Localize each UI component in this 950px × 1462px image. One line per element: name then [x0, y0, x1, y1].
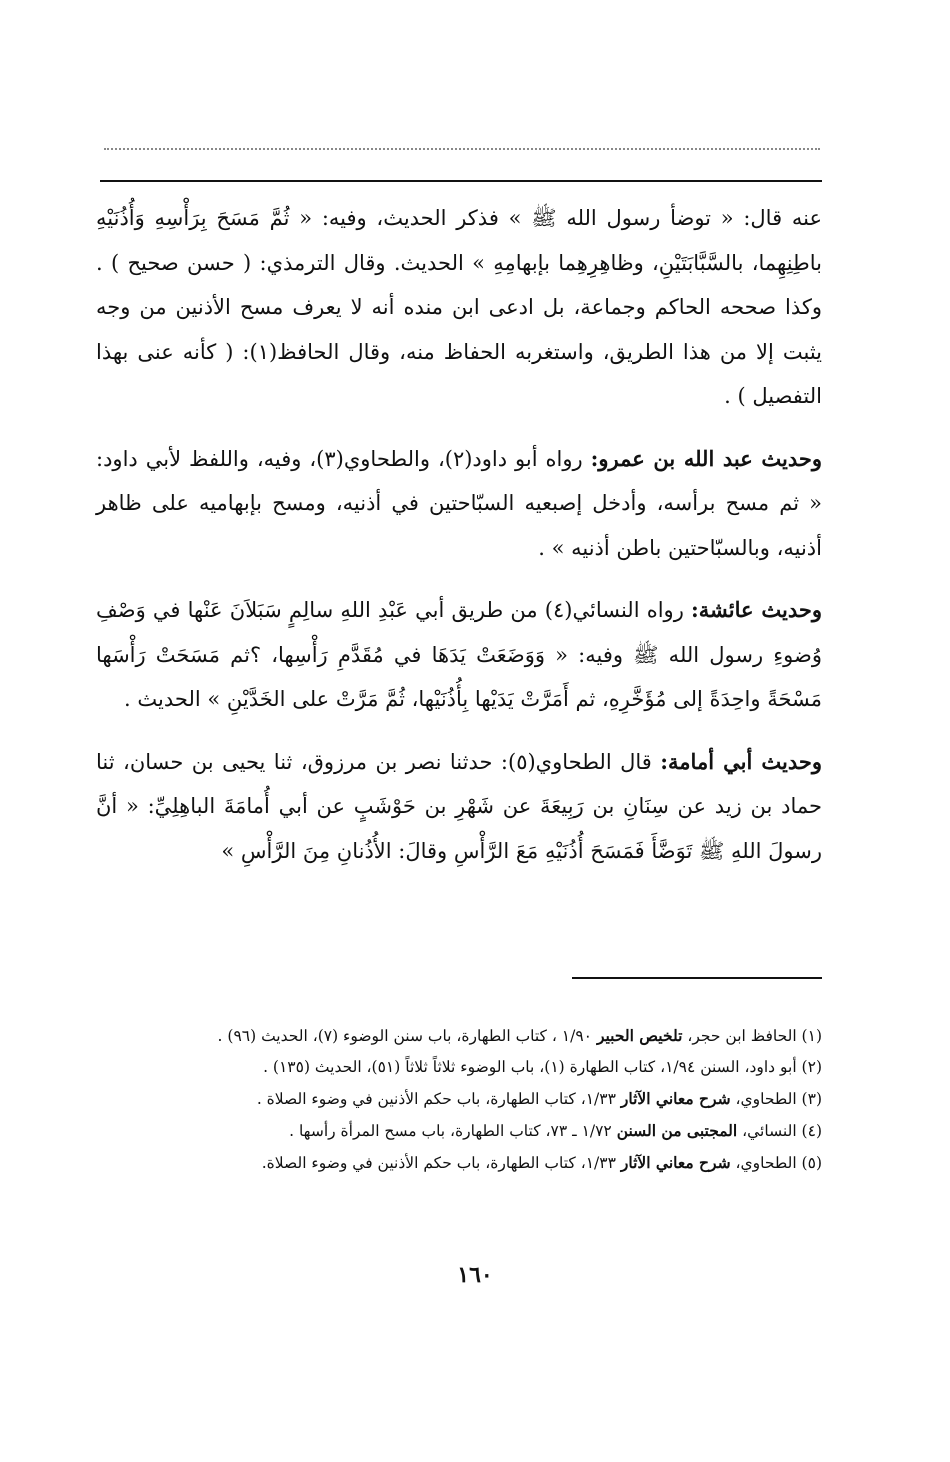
footnote-5: (٥) الطحاوي، شرح معاني الآثار ١/٣٣، كتاب الطهارة، باب حكم الأذنين في وضوء الصلاة. [261, 1153, 822, 1172]
main-text [96, 196, 822, 873]
paragraph-lead: وحديث عائشة: [691, 597, 822, 622]
header-rule [100, 180, 822, 182]
footnote-3: (٣) الطحاوي، شرح معاني الآثار ١/٣٣، كتاب الطهارة، باب حكم الأذنين في وضوء الصلاة . [256, 1089, 822, 1108]
paragraph-4 [96, 740, 822, 874]
paragraph-body: رواه أبو داود(٢)، والطحاوي(٣)، وفيه، واللفظ لأبي داود: « ثم مسح برأسه، وأدخل إصبعيه السبّاحتين في أذنيه، ومسح بإبهاميه على ظاهر أذنيه، وبالسبّاحتين باطن أذنيه » . [96, 446, 822, 560]
header-dotted-line [104, 148, 820, 150]
footnote-4: (٤) النسائي، المجتبى من السنن ١/٧٢ ـ ٧٣، كتاب الطهارة، باب مسح المرأة رأسها . [289, 1121, 822, 1140]
paragraph-body: عنه قال: « توضأ رسول الله ﷺ » فذكر الحديث، وفيه: « ثُمَّ مَسَحَ بِرَأْسِهِ وَأُذُنَيْهِ باطِنِهِما، بالسَّبَّابَتَيْنِ، وظاهِرِهِما بإبهامِهِ » الحديث. وقال الترمذي: ( حسن صحيح ) . وكذا صححه الحاكم وجماعة، بل ادعى ابن منده أنه لا يعرف مسح الأذنين من وجه يثبت إلا من هذا الطريق، واستغربه الحفاظ منه، وقال الحافظ(١): ( كأنه عنى بهذا التفصيل ) . [96, 206, 822, 408]
paragraph-1 [96, 196, 822, 419]
paragraph-body: قال الطحاوي(٥): حدثنا نصر بن مرزوق، ثنا يحيى بن حسان، ثنا حماد بن زيد عن سِنَانِ بن رَبِيعَةَ عن شَهْرِ بن حَوْشَبٍ عن أبي أُمامَةَ الباهِلِيِّ: « أنَّ رسولَ اللهِ ﷺ تَوَضَّأَ فَمَسَحَ أُذُنَيْهِ مَعَ الرَّأْسِ وقالَ: الأُذُنانِ مِنَ الرَّأْسِ » [96, 749, 822, 863]
paragraph-lead: وحديث عبد الله بن عمرو: [590, 445, 823, 471]
footnote-2: (٢) أبو داود، السنن ١/٩٤، كتاب الطهارة (١)، باب الوضوء ثلاثاً ثلاثاً (٥١)، الحديث (١٣٥) . [263, 1058, 822, 1076]
footnote-separator [572, 977, 822, 979]
footnotes [96, 1020, 822, 1179]
page-number: ١٦٠ [457, 1262, 493, 1288]
footnote-1: (١) الحافظ ابن حجر، تلخيص الحبير ١/٩٠ ، كتاب الطهارة، باب سنن الوضوء (٧)، الحديث (٩٦) . [217, 1026, 822, 1045]
paragraph-lead: وحديث أبي أمامة: [660, 748, 823, 774]
paragraph-body: رواه النسائي(٤) من طريق أبي عَبْدِ اللهِ سالِمٍ سَبَلاَنَ عَنْها في وَصْفِ وُضوءِ رسول الله ﷺ وفيه: « وَوَضَعَتْ يَدَهَا في مُقَدَّمِ رَأْسِها، ؟ثم مَسَحَتْ رَأْسَها مَسْحَةً واحِدَةً إلى مُؤَخَّرِهِ، ثم أَمَرَّتْ يَدَيْها بِأُذُنَيْها، ثُمَّ مَرَّتْ على الخَدَّيْنِ » الحديث . [96, 598, 822, 711]
paragraph-3 [96, 588, 822, 722]
paragraph-2 [96, 437, 822, 571]
